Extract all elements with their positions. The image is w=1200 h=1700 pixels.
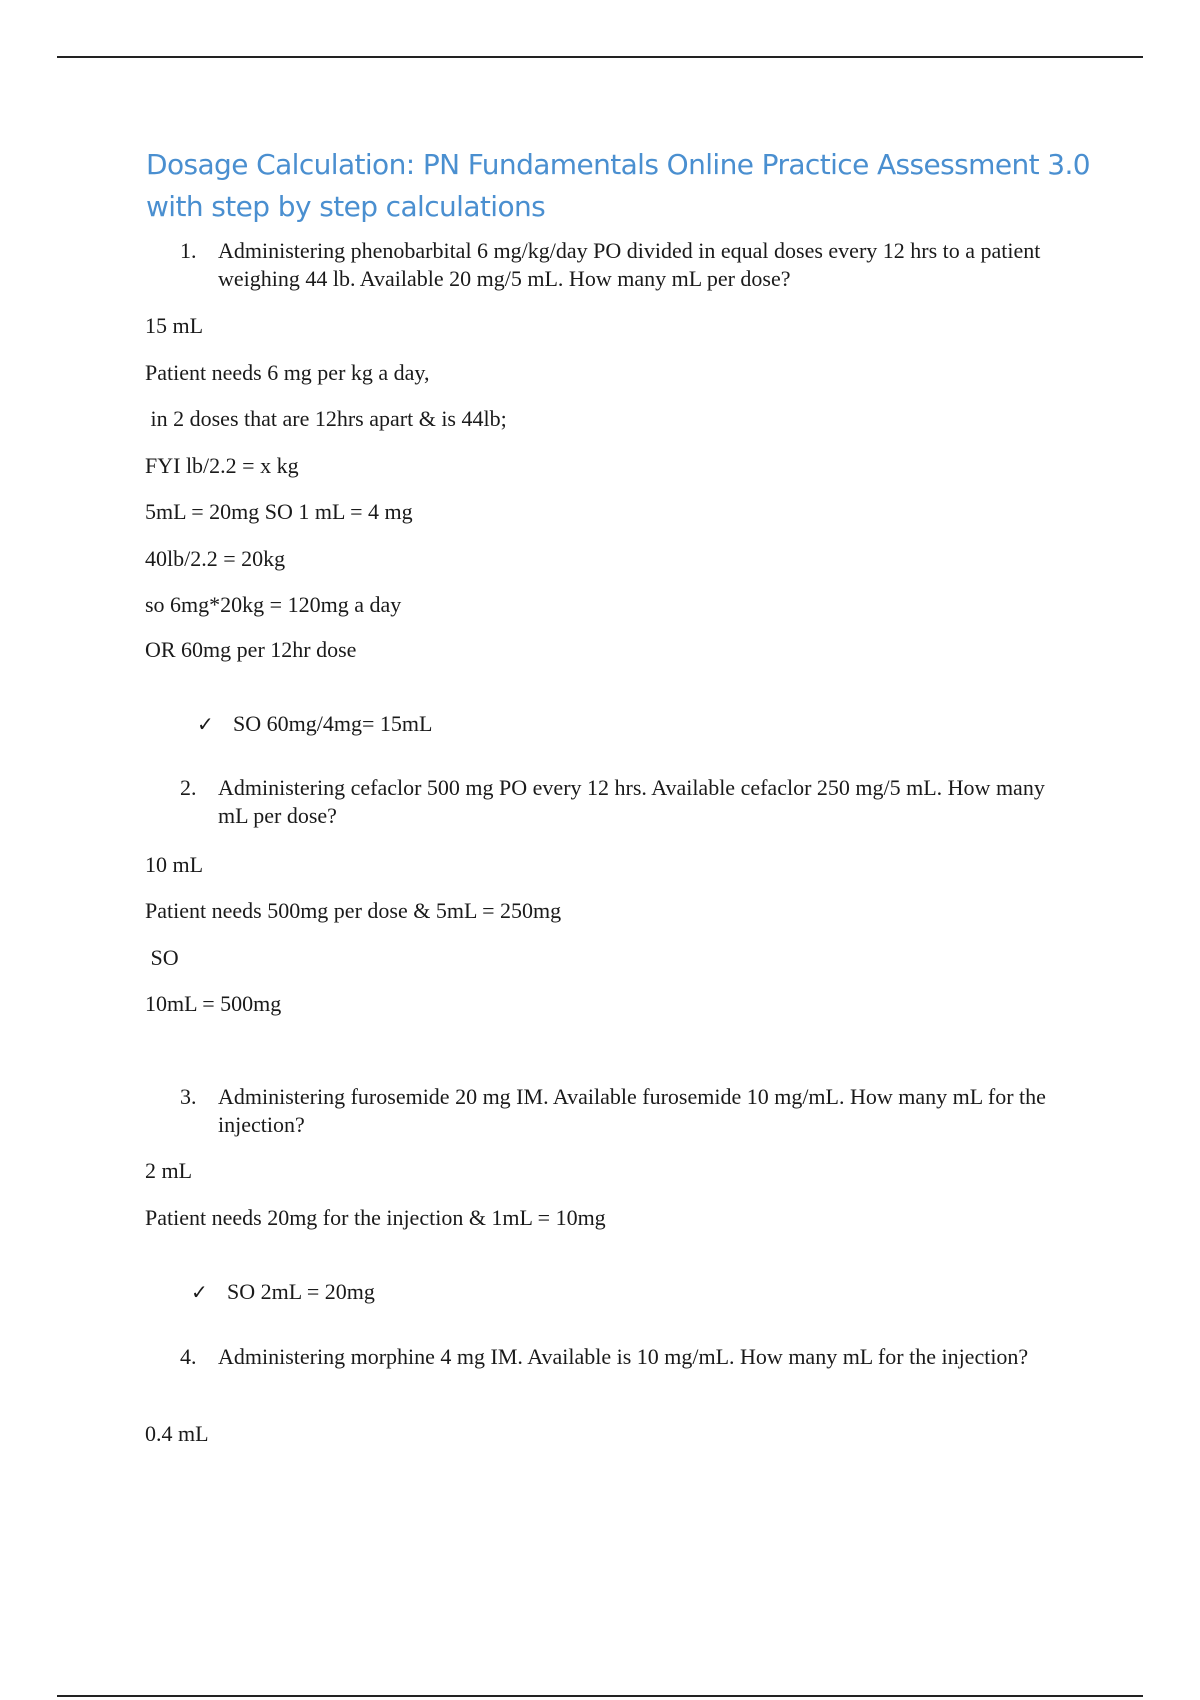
question-text: Administering cefaclor 500 mg PO every 12 hrs. Available cefaclor 250 mg/5 mL. How many mL per dose?	[218, 775, 1045, 828]
step-line: Patient needs 500mg per dose & 5mL = 250mg	[145, 898, 562, 923]
question-number: 4.	[180, 1344, 197, 1369]
final-step-text: SO 60mg/4mg= 15mL	[233, 711, 433, 736]
step-line: FYI lb/2.2 = x kg	[145, 453, 299, 478]
step-line: 40lb/2.2 = 20kg	[145, 546, 286, 571]
final-step-text: SO 2mL = 20mg	[227, 1279, 375, 1304]
step-line: in 2 doses that are 12hrs apart & is 44lb;	[145, 406, 507, 431]
header-rule	[57, 56, 1143, 58]
question-text: Administering morphine 4 mg IM. Available is 10 mg/mL. How many mL for the injection?	[218, 1344, 1029, 1369]
footer-rule	[57, 1695, 1143, 1697]
question-number: 1.	[180, 238, 197, 263]
answer-4: 0.4 mL	[145, 1421, 209, 1446]
question-number: 3.	[180, 1084, 197, 1109]
answer-3: 2 mL	[145, 1158, 193, 1183]
question-text: Administering phenobarbital 6 mg/kg/day PO divided in equal doses every 12 hrs to a patient weighing 44 lb. Available 20 mg/5 mL. How many mL per dose?	[218, 238, 1041, 291]
question-4	[180, 1343, 1080, 1371]
answer-2: 10 mL	[145, 852, 204, 877]
question-2	[180, 774, 1080, 830]
step-line: 5mL = 20mg SO 1 mL = 4 mg	[145, 499, 413, 524]
checkmark-icon: ✓	[197, 712, 214, 736]
step-line: Patient needs 20mg for the injection & 1mL = 10mg	[145, 1205, 606, 1230]
step-line: SO	[145, 945, 179, 970]
checkmark-icon: ✓	[191, 1280, 208, 1304]
step-line: so 6mg*20kg = 120mg a day	[145, 592, 402, 617]
page-title: Dosage Calculation: PN Fundamentals Online Practice Assessment 3.0 with step by step calculations	[146, 148, 1090, 223]
question-number: 2.	[180, 775, 197, 800]
question-1	[180, 237, 1080, 293]
question-3	[180, 1083, 1080, 1139]
step-line: Patient needs 6 mg per kg a day,	[145, 360, 430, 385]
final-step-3	[180, 1250, 375, 1306]
answer-1: 15 mL	[145, 313, 204, 338]
step-line: 10mL = 500mg	[145, 991, 282, 1016]
step-line: OR 60mg per 12hr dose	[145, 637, 357, 662]
final-step-1	[186, 682, 432, 738]
question-text: Administering furosemide 20 mg IM. Available furosemide 10 mg/mL. How many mL for the injection?	[218, 1084, 1046, 1137]
